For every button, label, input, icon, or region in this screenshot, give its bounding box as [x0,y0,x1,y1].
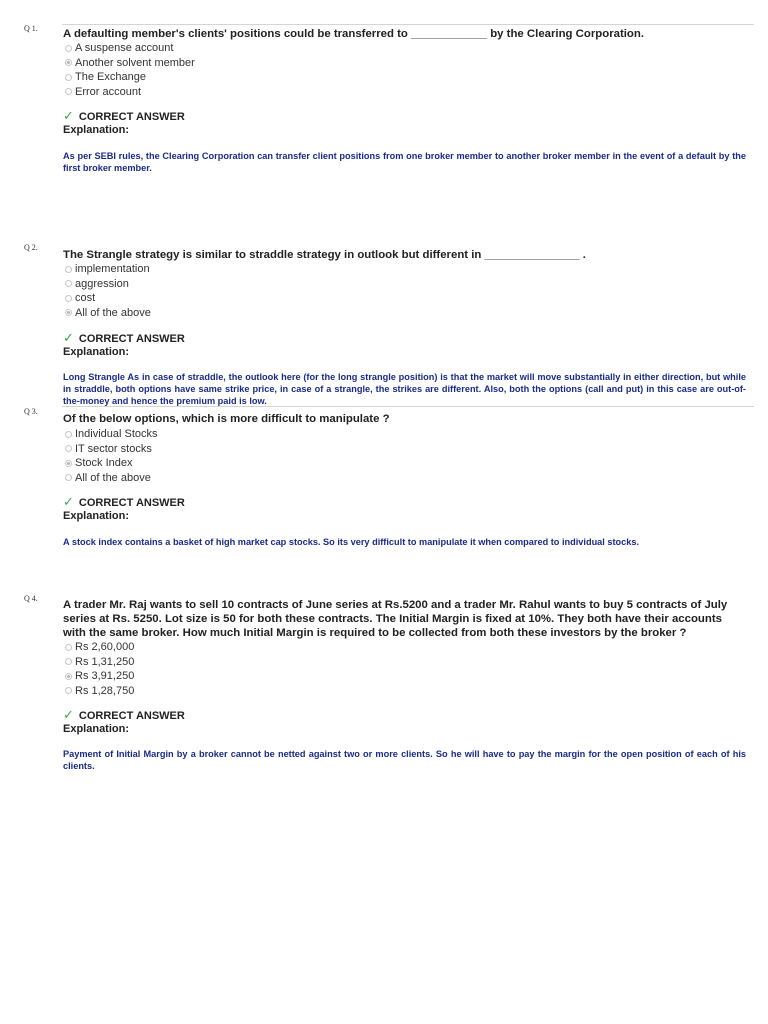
question-divider [62,24,754,25]
question-number: Q 1. [24,24,38,33]
correct-answer-label: CORRECT ANSWER [78,332,185,345]
explanation-text: Long Strangle As in case of straddle, the outlook here (for the long strangle position) is that the market will move substantially in either direction, but while in straddle, both options have same strike price, in case of a strangle, the strikes are different. Also, both the options (call and put) in this case are out-of-the-money and hence the premium paid is low. [63,372,746,406]
question-number: Q 4. [24,594,38,603]
option-label: The Exchange [75,71,146,84]
option-label: Error account [75,85,142,98]
option-label: IT sector stocks [75,442,152,455]
explanation-text: Payment of Initial Margin by a broker cannot be netted against two or more clients. So he will have to pay the margin for the open position of each of his clients. [63,749,746,771]
checkmark-icon: ✓ [63,331,74,346]
explanation-label: Explanation: [63,346,130,358]
option-item[interactable] [65,56,195,71]
radio-button[interactable] [65,474,72,481]
question-text: A defaulting member's clients' positions could be transferred to ____________ by the Clearing Corporation. [63,28,645,40]
radio-button[interactable] [65,88,72,95]
radio-button-selected[interactable] [65,59,72,66]
explanation-label: Explanation: [63,510,130,522]
question-number: Q 2. [24,243,38,252]
options-list [65,640,134,698]
options-list [65,41,195,99]
checkmark-icon: ✓ [63,109,74,124]
option-label: Individual Stocks [75,428,158,441]
option-item[interactable] [65,684,134,699]
option-item[interactable] [65,640,134,655]
question-divider [62,406,754,407]
question-number: Q 3. [24,407,38,416]
explanation-label: Explanation: [63,723,130,735]
question-text: The Strangle strategy is similar to straddle strategy in outlook but different in _______________ . [63,249,586,261]
correct-answer-indicator [63,109,185,124]
option-label: Rs 3,91,250 [75,670,135,683]
option-label: Rs 2,60,000 [75,641,135,654]
radio-button-selected[interactable] [65,460,72,467]
radio-button[interactable] [65,74,72,81]
option-item[interactable] [65,277,151,292]
options-list [65,427,158,485]
radio-button-selected[interactable] [65,309,72,316]
question-text: Of the below options, which is more difficult to manipulate ? [63,413,390,425]
explanation-label: Explanation: [63,124,130,136]
option-item[interactable] [65,442,158,457]
option-label: A suspense account [75,42,174,55]
option-label: implementation [75,263,150,276]
correct-answer-indicator [63,708,185,723]
radio-button[interactable] [65,445,72,452]
option-label: Another solvent member [75,56,195,69]
option-label: cost [75,292,96,305]
explanation-text: A stock index contains a basket of high market cap stocks. So its very difficult to manipulate it when compared to individual stocks. [63,537,640,547]
option-item[interactable] [65,262,151,277]
option-item[interactable] [65,471,158,486]
option-item[interactable] [65,70,195,85]
radio-button[interactable] [65,644,72,651]
option-label: Stock Index [75,457,133,470]
radio-button[interactable] [65,280,72,287]
option-item[interactable] [65,85,195,100]
radio-button[interactable] [65,687,72,694]
correct-answer-indicator [63,495,185,510]
radio-button[interactable] [65,658,72,665]
correct-answer-indicator [63,331,185,346]
correct-answer-label: CORRECT ANSWER [78,110,185,123]
radio-button[interactable] [65,266,72,273]
option-label: aggression [75,277,129,290]
correct-answer-label: CORRECT ANSWER [78,709,185,722]
option-item[interactable] [65,41,195,56]
option-item[interactable] [65,291,151,306]
option-label: All of the above [75,471,151,484]
question-text: A trader Mr. Raj wants to sell 10 contracts of June series at Rs.5200 and a trader Mr. Rahul wants to buy 5 contracts of July series at Rs. 5250. Lot size is 50 for both these contracts. The Initial Margin is fixed at 10%. They both have their accounts with the same broker. How much Initial Margin is required to be collected from both these investors by the broker ? [63,599,728,639]
checkmark-icon: ✓ [63,495,74,510]
option-item[interactable] [65,306,151,321]
options-list [65,262,151,320]
radio-button[interactable] [65,431,72,438]
option-item[interactable] [65,456,158,471]
explanation-text: As per SEBI rules, the Clearing Corporation can transfer client positions from one broker member to another broker member in the event of a default by the first broker member. [63,151,746,173]
radio-button[interactable] [65,295,72,302]
option-item[interactable] [65,669,134,684]
option-label: All of the above [75,306,151,319]
option-label: Rs 1,31,250 [75,655,135,668]
radio-button[interactable] [65,45,72,52]
option-label: Rs 1,28,750 [75,684,135,697]
option-item[interactable] [65,427,158,442]
correct-answer-label: CORRECT ANSWER [78,496,185,509]
checkmark-icon: ✓ [63,708,74,723]
option-item[interactable] [65,655,134,670]
radio-button-selected[interactable] [65,673,72,680]
